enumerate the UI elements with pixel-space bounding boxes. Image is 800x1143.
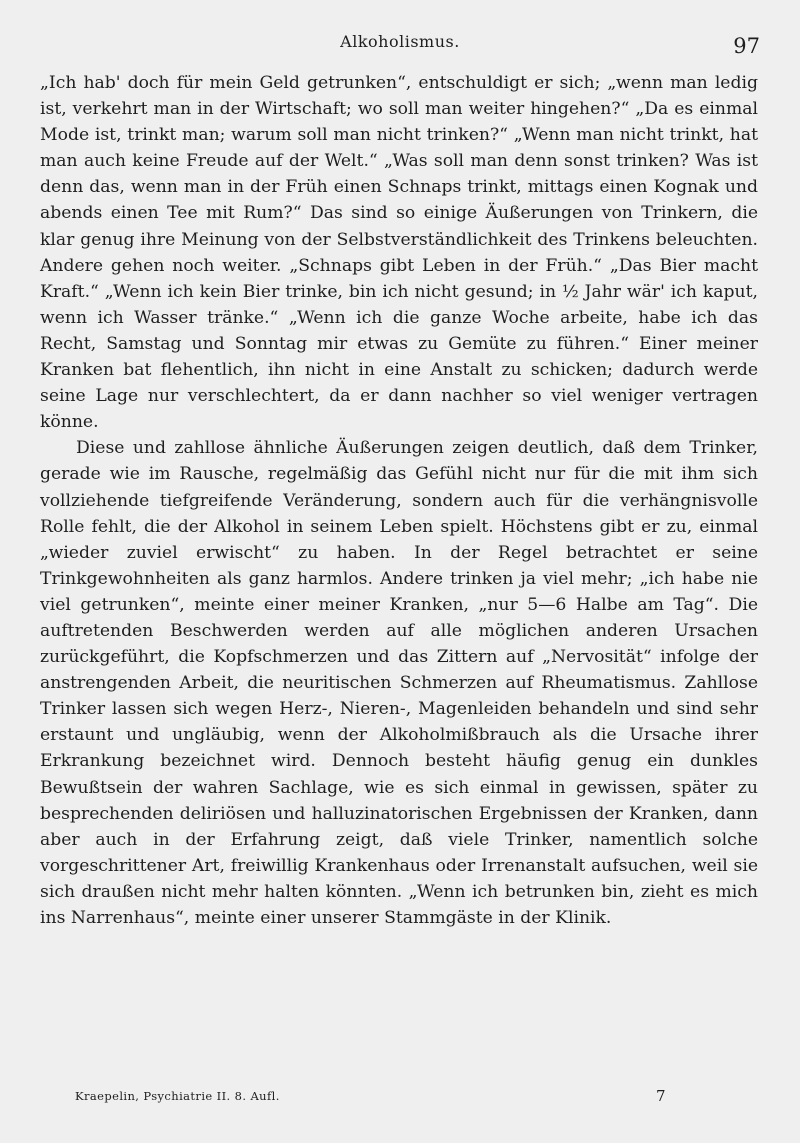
page-header (40, 30, 760, 60)
sheet-number: 7 (656, 1087, 666, 1105)
page-number: 97 (733, 34, 760, 58)
paragraph-1: „Ich hab' doch für mein Geld getrunken“, entschuldigt er sich; „wenn man ledig ist, verkehrt man in der Wirtschaft; wo soll man weiter hingehen?“ „Da es einmal Mode ist, trinkt man; warum soll man nicht trinken?“ „Wenn man nicht trinkt, hat man auch keine Freude auf der Welt.“ „Was soll man denn sonst trinken? Was ist denn das, wenn man in der Früh einen Schnaps trinkt, mittags einen Kognak und abends einen Tee mit Rum?“ Das sind so einige Äußerungen von Trinkern, die klar genug ihre Meinung von der Selbstverständlichkeit des Trinkens beleuchten. Andere gehen noch weiter. „Schnaps gibt Leben in der Früh.“ „Das Bier macht Kraft.“ „Wenn ich kein Bier trinke, bin ich nicht gesund; in ½ Jahr wär' ich kaput, wenn ich Wasser tränke.“ „Wenn ich die ganze Woche arbeite, habe ich das Recht, Samstag und Sonntag mir etwas zu Gemüte zu führen.“ Einer meiner Kranken bat flehentlich, ihn nicht in eine Anstalt zu schicken; dadurch werde seine Lage nur verschlechtert, da er dann nachher so viel weniger vertragen könne. (40, 73, 758, 433)
page-footer (75, 1089, 758, 1109)
page-body (40, 70, 758, 931)
running-title: Alkoholismus. (340, 32, 460, 51)
footer-signature: Kraepelin, Psychiatrie II. 8. Aufl. (75, 1089, 280, 1103)
paragraph-2: Diese und zahllose ähnliche Äußerungen zeigen deutlich, daß dem Trinker, gerade wie im Rausche, regelmäßig das Gefühl nicht nur für die mit ihm sich vollziehende tiefgreifende Veränderung, sondern auch für die verhängnisvolle Rolle fehlt, die der Alkohol in seinem Leben spielt. Höchstens gibt er zu, einmal „wieder zuviel erwischt“ zu haben. In der Regel betrachtet er seine Trinkgewohnheiten als ganz harmlos. Andere trinken ja viel mehr; „ich habe nie viel getrunken“, meinte einer meiner Kranken, „nur 5—6 Halbe am Tag“. Die auftretenden Beschwerden werden auf alle möglichen anderen Ursachen zurückgeführt, die Kopfschmerzen und das Zittern auf „Nervosität“ infolge der anstrengenden Arbeit, die neuritischen Schmerzen auf Rheumatismus. Zahllose Trinker lassen sich wegen Herz-, Nieren-, Magenleiden behandeln und sind sehr erstaunt und ungläubig, wenn der Alkoholmißbrauch als die Ursache ihrer Erkrankung bezeichnet wird. Dennoch besteht häufig genug ein dunkles Bewußtsein der wahren Sachlage, wie es sich einmal in gewissen, später zu besprechenden deliriösen und halluzinatorischen Ergebnissen der Kranken, dann aber auch in der Erfahrung zeigt, daß viele Trinker, namentlich solche vorgeschrittener Art, freiwillig Krankenhaus oder Irrenanstalt aufsuchen, weil sie sich draußen nicht mehr halten könnten. „Wenn ich betrunken bin, zieht es mich ins Narrenhaus“, meinte einer unserer Stammgäste in der Klinik. (40, 438, 758, 928)
